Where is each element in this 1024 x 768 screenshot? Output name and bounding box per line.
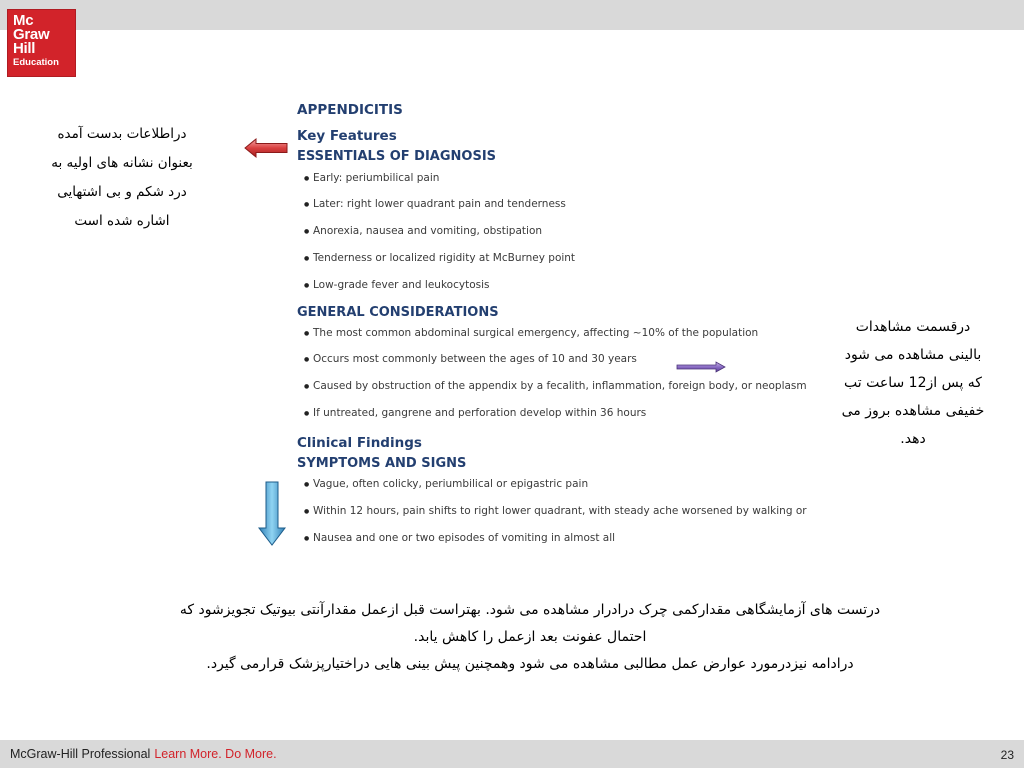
note-bottom-line: درادامه نیزدرمورد عوارض عمل مطالبی مشاهده می شود وهمچنین پیش بینی هایی دراختیارپزشک قرارمی گیرد. <box>206 656 854 672</box>
top-bar <box>0 0 1024 30</box>
note-left-line: بعنوان نشانه های اولیه به <box>51 155 193 171</box>
publisher-tagline: Learn More. Do More. <box>154 747 277 761</box>
essentials-item: ● Later: right lower quadrant pain and tenderness <box>305 198 566 210</box>
logo-line4: Education <box>13 57 59 68</box>
general-item: ● Occurs most commonly between the ages of 10 and 30 years <box>305 353 637 365</box>
note-right-line: دهد. <box>900 431 926 447</box>
symptoms-item: ● Nausea and one or two episodes of vomiting in almost all <box>305 532 615 544</box>
doc-title: APPENDICITIS <box>297 102 403 118</box>
general-item: ● The most common abdominal surgical emergency, affecting ~10% of the population <box>305 327 758 339</box>
note-bottom-line: درتست های آزمایشگاهی مقدارکمی چرک درادرار مشاهده می شود. بهتراست قبل ازعمل مقدارآنتی بیوتیک تجویزشود که <box>179 602 881 618</box>
note-bottom <box>110 597 950 678</box>
note-right-line: درقسمت مشاهدات <box>855 319 971 335</box>
general-item: ● Caused by obstruction of the appendix by a fecalith, inflammation, foreign body, or neoplasm <box>305 380 807 392</box>
page-number: 23 <box>1000 748 1014 762</box>
key-features-heading: Key Features <box>297 128 397 144</box>
symptoms-heading: SYMPTOMS AND SIGNS <box>297 456 467 471</box>
essentials-item: ● Anorexia, nausea and vomiting, obstipation <box>305 225 542 237</box>
note-bottom-line: احتمال عفونت بعد ازعمل را کاهش یابد. <box>413 629 647 645</box>
essentials-item: ● Low-grade fever and leukocytosis <box>305 279 489 291</box>
down-arrow-icon <box>258 481 286 546</box>
note-left-line: اشاره شده است <box>74 213 170 229</box>
left-arrow-icon <box>244 137 288 159</box>
logo-line3: Hill <box>13 40 36 57</box>
footer-publisher <box>10 747 277 761</box>
footer-bar <box>0 740 1024 768</box>
note-right-line: خفیفی مشاهده بروز می <box>841 403 985 419</box>
essentials-item: ● Early: periumbilical pain <box>305 172 439 184</box>
symptoms-item: ● Within 12 hours, pain shifts to right lower quadrant, with steady ache worsened by walking or <box>305 505 807 517</box>
note-right-line: که پس از12 ساعت تب <box>844 375 982 391</box>
logo-line1: Mc <box>13 12 34 29</box>
essentials-item: ● Tenderness or localized rigidity at McBurney point <box>305 252 575 264</box>
right-arrow-icon <box>676 361 726 373</box>
symptoms-item: ● Vague, often colicky, periumbilical or epigastric pain <box>305 478 588 490</box>
note-right-line: بالینی مشاهده می شود <box>844 347 982 363</box>
clinical-findings-heading: Clinical Findings <box>297 435 422 451</box>
logo-line2: Graw <box>13 26 50 43</box>
note-left-line: دراطلاعات بدست آمده <box>57 126 187 142</box>
publisher-name: McGraw-Hill Professional <box>10 747 151 761</box>
essentials-heading: ESSENTIALS OF DIAGNOSIS <box>297 149 497 164</box>
note-left-line: درد شکم و بی اشتهایی <box>57 184 187 200</box>
general-item: ● If untreated, gangrene and perforation develop within 36 hours <box>305 407 646 419</box>
mcgraw-hill-logo <box>7 9 76 77</box>
note-right <box>818 313 1008 453</box>
note-left <box>22 120 222 236</box>
general-heading: GENERAL CONSIDERATIONS <box>297 305 499 320</box>
